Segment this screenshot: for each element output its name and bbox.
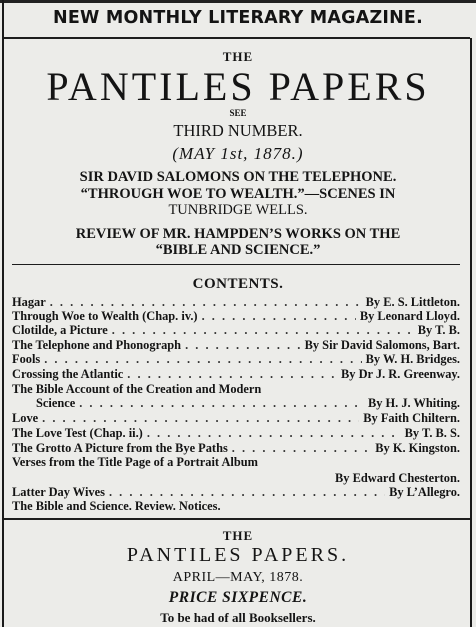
section-rule <box>12 264 460 265</box>
title-bottom: PANTILES PAPERS. <box>126 544 350 566</box>
toc-entry: The Telephone and Phonograph . . . By Sir David Salomons, Bart. <box>12 339 460 351</box>
issue-date: (MAY 1st, 1878.) <box>172 144 304 163</box>
price: PRICE SIXPENCE. <box>168 589 308 606</box>
toc-entry: Through Woe to Wealth (Chap. iv.) . . . By Leonard Lloyd. <box>12 310 460 322</box>
toc-entry: By Edward Chesterton. <box>335 471 460 485</box>
issue-number: THIRD NUMBER. <box>173 121 303 140</box>
the-label-bottom: THE <box>222 528 254 543</box>
toc-entry: The Love Test (Chap. ii.) . . . By T. B. S. <box>12 427 460 439</box>
section-rule <box>4 518 470 520</box>
feature-line: TUNBRIDGE WELLS. <box>168 202 308 218</box>
toc-entry: Science . . . By H. J. Whiting. <box>36 397 460 409</box>
feature-line: SIR DAVID SALOMONS ON THE TELEPHONE. <box>79 169 397 185</box>
toc-entry: Verses from the Title Page of a Portrait Album <box>12 455 258 469</box>
toc-entry: Love . . . By Faith Chiltern. <box>12 412 460 424</box>
toc-entry: Latter Day Wives . . . By L’Allegro. <box>12 486 460 498</box>
availability: To be had of all Booksellers. <box>160 610 316 625</box>
title-top: PANTILES PAPERS <box>46 64 430 109</box>
the-label-top: THE <box>222 49 254 64</box>
price-date: APRIL—MAY, 1878. <box>172 570 304 585</box>
toc-entry: The Grotto A Picture from the Bye Paths . . . By K. Kingston. <box>12 442 460 454</box>
see-label: SEE <box>229 108 247 118</box>
toc-entry: Fools . . . By W. H. Bridges. <box>12 353 460 365</box>
toc-entry: Hagar . . . By E. S. Littleton. <box>12 296 460 308</box>
toc-entry: Crossing the Atlantic . . . By Dr J. R. Greenway. <box>12 368 460 380</box>
contents-heading: CONTENTS. <box>192 276 284 292</box>
masthead: NEW MONTHLY LITERARY MAGAZINE. <box>53 8 423 28</box>
feature-line: “BIBLE AND SCIENCE.” <box>155 242 321 258</box>
masthead-rule <box>4 37 470 39</box>
toc-entry: Clotilde, a Picture . . . By T. B. <box>12 324 460 336</box>
top-border <box>0 0 476 3</box>
toc-entry: The Bible and Science. Review. Notices. <box>12 499 221 513</box>
feature-line: REVIEW OF MR. HAMPDEN’S WORKS ON THE <box>75 226 401 242</box>
toc-entry: The Bible Account of the Creation and Modern <box>12 382 262 396</box>
feature-line: “THROUGH WOE TO WEALTH.”—SCENES IN <box>80 186 396 202</box>
